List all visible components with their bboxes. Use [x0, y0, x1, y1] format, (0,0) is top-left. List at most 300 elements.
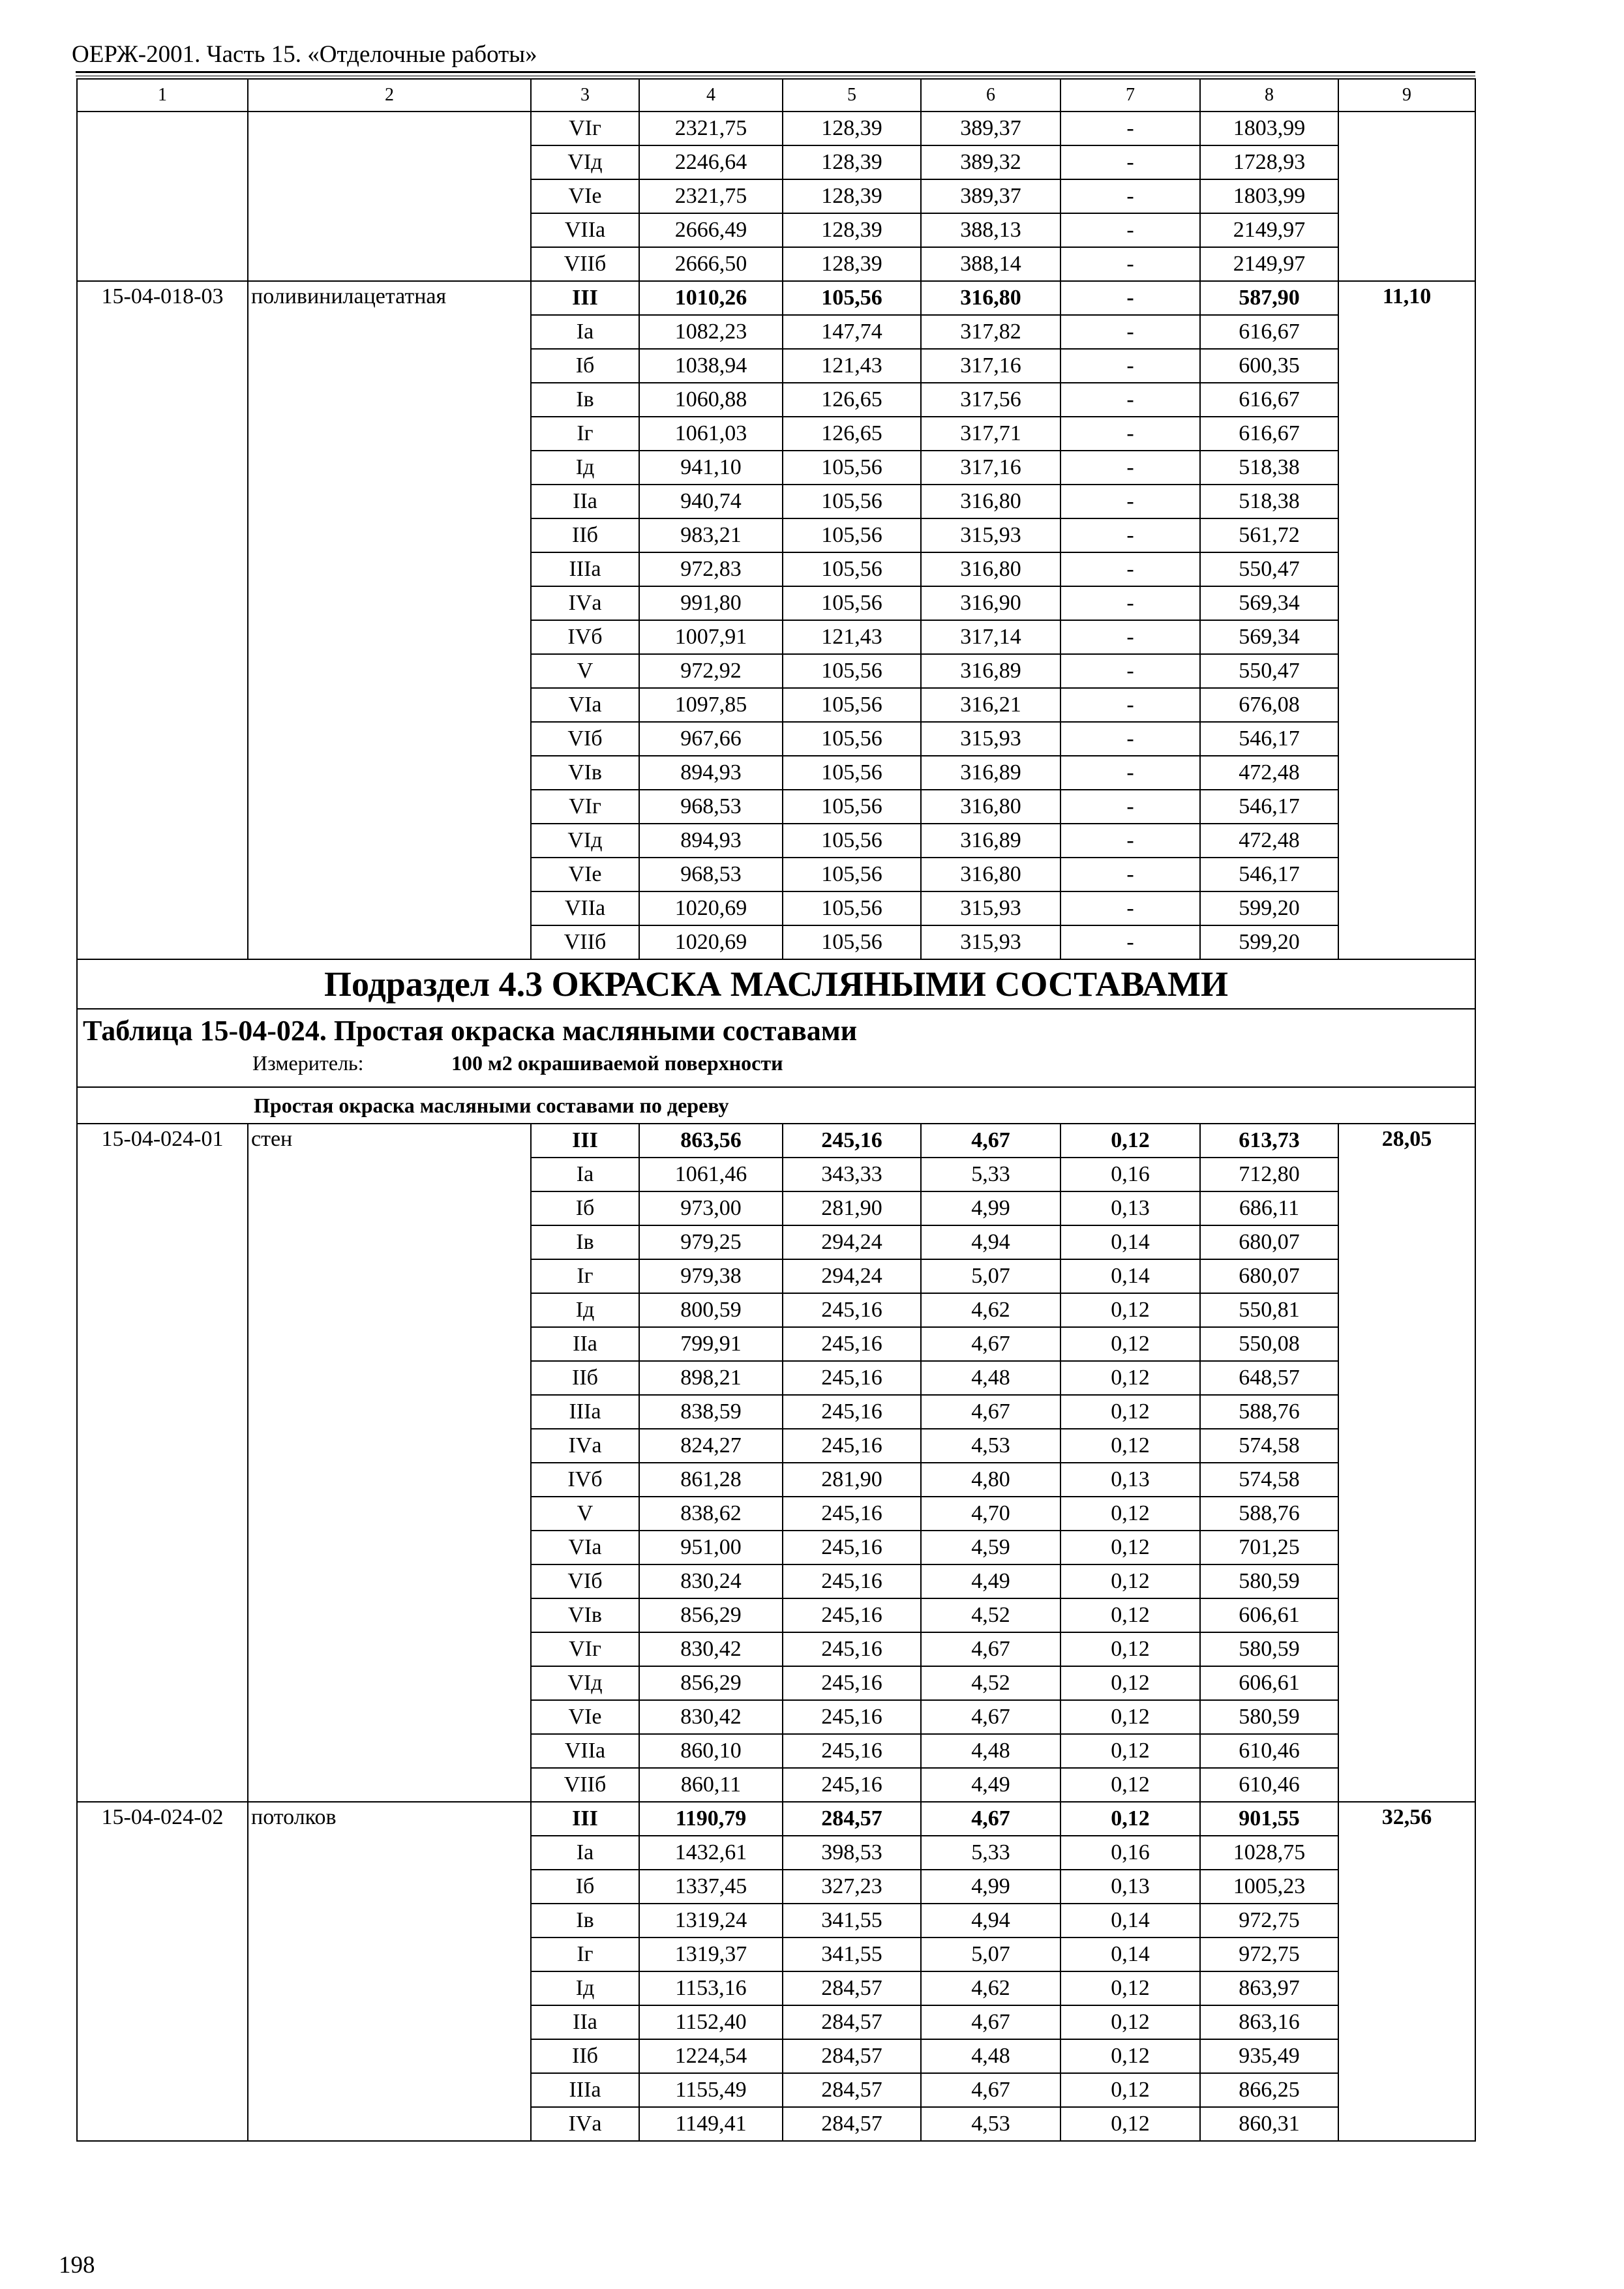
column-number: 4 — [639, 79, 783, 112]
value-cell: 105,56 — [783, 586, 921, 620]
value-cell: 284,57 — [783, 2107, 921, 2141]
work-name — [248, 112, 531, 281]
value-cell: 4,67 — [921, 2073, 1060, 2107]
table-row — [77, 1124, 1475, 1158]
value-cell: 128,39 — [783, 213, 921, 247]
value-cell: 316,89 — [921, 756, 1060, 790]
value-cell: - — [1060, 790, 1200, 824]
zone-code: VIIб — [531, 925, 639, 959]
value-cell: 0,12 — [1060, 2039, 1200, 2073]
zone-code: VIд — [531, 1666, 639, 1700]
value-cell: - — [1060, 179, 1200, 213]
work-name: потолков — [248, 1802, 531, 2141]
value-cell: 284,57 — [783, 2073, 921, 2107]
value-cell: 0,12 — [1060, 2005, 1200, 2039]
value-cell: - — [1060, 518, 1200, 552]
value-cell: 569,34 — [1200, 620, 1338, 654]
zone-code: VIа — [531, 688, 639, 722]
value-cell: 860,11 — [639, 1768, 783, 1802]
zone-code: VIIа — [531, 891, 639, 925]
value-cell: 0,14 — [1060, 1937, 1200, 1971]
value-cell: - — [1060, 756, 1200, 790]
value-cell: - — [1060, 281, 1200, 315]
value-cell: 856,29 — [639, 1598, 783, 1632]
zone-code: VIг — [531, 112, 639, 145]
value-cell: 317,82 — [921, 315, 1060, 349]
value-cell: 1061,03 — [639, 417, 783, 451]
value-cell: 316,90 — [921, 586, 1060, 620]
value-cell: 1803,99 — [1200, 179, 1338, 213]
value-cell: 2666,49 — [639, 213, 783, 247]
value-cell: 1038,94 — [639, 349, 783, 383]
labor-cost: 28,05 — [1338, 1124, 1475, 1802]
subheading-row — [77, 1087, 1475, 1124]
value-cell: 550,47 — [1200, 654, 1338, 688]
zone-code: Iб — [531, 349, 639, 383]
zone-code: III — [531, 1124, 639, 1158]
value-cell: 701,25 — [1200, 1531, 1338, 1564]
value-cell: 128,39 — [783, 179, 921, 213]
value-cell: - — [1060, 552, 1200, 586]
value-cell: 5,33 — [921, 1158, 1060, 1191]
value-cell: 105,56 — [783, 722, 921, 756]
value-cell: 245,16 — [783, 1768, 921, 1802]
value-cell: 2246,64 — [639, 145, 783, 179]
labor-cost: 32,56 — [1338, 1802, 1475, 2141]
price-table — [76, 78, 1476, 2142]
value-cell: 245,16 — [783, 1395, 921, 1429]
value-cell: 281,90 — [783, 1463, 921, 1497]
zone-code: IIб — [531, 2039, 639, 2073]
value-cell: 0,12 — [1060, 1700, 1200, 1734]
value-cell: 972,75 — [1200, 1904, 1338, 1937]
value-cell: 972,92 — [639, 654, 783, 688]
value-cell: 0,12 — [1060, 1768, 1200, 1802]
zone-code: Iв — [531, 383, 639, 417]
value-cell: 518,38 — [1200, 451, 1338, 485]
zone-code: IIIа — [531, 552, 639, 586]
value-cell: 0,12 — [1060, 1666, 1200, 1700]
zone-code: VIIб — [531, 1768, 639, 1802]
value-cell: 245,16 — [783, 1564, 921, 1598]
value-cell: 967,66 — [639, 722, 783, 756]
value-cell: 550,08 — [1200, 1327, 1338, 1361]
rate-code: 15-04-018-03 — [77, 281, 248, 959]
value-cell: 245,16 — [783, 1632, 921, 1666]
value-cell: 0,12 — [1060, 1429, 1200, 1463]
zone-code: Iа — [531, 1836, 639, 1870]
value-cell: 4,52 — [921, 1598, 1060, 1632]
table-title: Таблица 15-04-024. Простая окраска масляными составами — [83, 1015, 858, 1047]
labor-cost: 11,10 — [1338, 281, 1475, 959]
value-cell: 1152,40 — [639, 2005, 783, 2039]
value-cell: 968,53 — [639, 790, 783, 824]
value-cell: 616,67 — [1200, 417, 1338, 451]
value-cell: 2321,75 — [639, 179, 783, 213]
zone-code: Iд — [531, 451, 639, 485]
value-cell: 1190,79 — [639, 1802, 783, 1836]
value-cell: 105,56 — [783, 858, 921, 891]
table-row — [77, 1802, 1475, 1836]
value-cell: 606,61 — [1200, 1598, 1338, 1632]
value-cell: 680,07 — [1200, 1225, 1338, 1259]
value-cell: 1224,54 — [639, 2039, 783, 2073]
table-row — [77, 281, 1475, 315]
zone-code: IVа — [531, 2107, 639, 2141]
value-cell: 0,13 — [1060, 1463, 1200, 1497]
value-cell: 588,76 — [1200, 1497, 1338, 1531]
value-cell: 546,17 — [1200, 790, 1338, 824]
column-number: 6 — [921, 79, 1060, 112]
value-cell: 121,43 — [783, 349, 921, 383]
value-cell: - — [1060, 451, 1200, 485]
zone-code: VIб — [531, 722, 639, 756]
value-cell: - — [1060, 620, 1200, 654]
value-cell: 800,59 — [639, 1293, 783, 1327]
value-cell: 0,12 — [1060, 1564, 1200, 1598]
value-cell: 830,42 — [639, 1632, 783, 1666]
zone-code: VIIа — [531, 1734, 639, 1768]
column-number: 1 — [77, 79, 248, 112]
value-cell: 1060,88 — [639, 383, 783, 417]
value-cell: 105,56 — [783, 688, 921, 722]
zone-code: IIа — [531, 1327, 639, 1361]
value-cell: 2321,75 — [639, 112, 783, 145]
value-cell: 1728,93 — [1200, 145, 1338, 179]
value-cell: 5,07 — [921, 1937, 1060, 1971]
zone-code: IVб — [531, 620, 639, 654]
value-cell: 0,12 — [1060, 1395, 1200, 1429]
value-cell: 317,16 — [921, 451, 1060, 485]
zone-code: IVа — [531, 586, 639, 620]
value-cell: 4,67 — [921, 1632, 1060, 1666]
value-cell: 0,12 — [1060, 1327, 1200, 1361]
value-cell: 472,48 — [1200, 824, 1338, 858]
value-cell: 824,27 — [639, 1429, 783, 1463]
value-cell: 0,12 — [1060, 1293, 1200, 1327]
rate-code: 15-04-024-01 — [77, 1124, 248, 1802]
value-cell: 388,13 — [921, 213, 1060, 247]
value-cell: 0,13 — [1060, 1191, 1200, 1225]
zone-code: VIIб — [531, 247, 639, 281]
value-cell: 1020,69 — [639, 925, 783, 959]
value-cell: 518,38 — [1200, 485, 1338, 518]
column-number: 7 — [1060, 79, 1200, 112]
value-cell: 4,49 — [921, 1564, 1060, 1598]
zone-code: VIв — [531, 756, 639, 790]
value-cell: 105,56 — [783, 654, 921, 688]
value-cell: 0,14 — [1060, 1225, 1200, 1259]
zone-code: IIIа — [531, 1395, 639, 1429]
value-cell: 1082,23 — [639, 315, 783, 349]
value-cell: 1155,49 — [639, 2073, 783, 2107]
value-cell: - — [1060, 586, 1200, 620]
value-cell: 4,62 — [921, 1971, 1060, 2005]
value-cell: 0,12 — [1060, 1531, 1200, 1564]
zone-code: VIб — [531, 1564, 639, 1598]
work-name: стен — [248, 1124, 531, 1802]
value-cell: 4,52 — [921, 1666, 1060, 1700]
value-cell: 830,42 — [639, 1700, 783, 1734]
value-cell: - — [1060, 213, 1200, 247]
value-cell: 105,56 — [783, 891, 921, 925]
value-cell: 613,73 — [1200, 1124, 1338, 1158]
value-cell: 546,17 — [1200, 858, 1338, 891]
value-cell: 105,56 — [783, 925, 921, 959]
section-title: Подраздел 4.3 ОКРАСКА МАСЛЯНЫМИ СОСТАВАМИ — [77, 959, 1475, 1009]
value-cell: 0,12 — [1060, 1802, 1200, 1836]
value-cell: 0,14 — [1060, 1904, 1200, 1937]
value-cell: 343,33 — [783, 1158, 921, 1191]
value-cell: 316,21 — [921, 688, 1060, 722]
value-cell: 898,21 — [639, 1361, 783, 1395]
value-cell: 968,53 — [639, 858, 783, 891]
value-cell: 973,00 — [639, 1191, 783, 1225]
column-number: 9 — [1338, 79, 1475, 112]
zone-code: VIIа — [531, 213, 639, 247]
value-cell: 1020,69 — [639, 891, 783, 925]
value-cell: 317,14 — [921, 620, 1060, 654]
zone-code: IIб — [531, 1361, 639, 1395]
value-cell: 991,80 — [639, 586, 783, 620]
value-cell: 0,12 — [1060, 1497, 1200, 1531]
zone-code: Iв — [531, 1904, 639, 1937]
value-cell: 388,14 — [921, 247, 1060, 281]
value-cell: 1028,75 — [1200, 1836, 1338, 1870]
meter-value: 100 м2 окрашиваемой поверхности — [451, 1051, 783, 1075]
zone-code: III — [531, 281, 639, 315]
zone-code: Iв — [531, 1225, 639, 1259]
value-cell: 105,56 — [783, 824, 921, 858]
column-number: 2 — [248, 79, 531, 112]
value-cell: 550,47 — [1200, 552, 1338, 586]
value-cell: 4,67 — [921, 1395, 1060, 1429]
value-cell: 0,12 — [1060, 1124, 1200, 1158]
zone-code: III — [531, 1802, 639, 1836]
value-cell: - — [1060, 315, 1200, 349]
value-cell: 316,89 — [921, 824, 1060, 858]
value-cell: 1803,99 — [1200, 112, 1338, 145]
value-cell: 863,56 — [639, 1124, 783, 1158]
table-title-row — [77, 1009, 1475, 1087]
value-cell: 4,53 — [921, 1429, 1060, 1463]
zone-code: IIб — [531, 518, 639, 552]
value-cell: 940,74 — [639, 485, 783, 518]
subheading: Простая окраска масляными составами по дереву — [77, 1087, 1475, 1124]
value-cell: 894,93 — [639, 756, 783, 790]
value-cell: 317,16 — [921, 349, 1060, 383]
value-cell: 860,31 — [1200, 2107, 1338, 2141]
value-cell: 838,59 — [639, 1395, 783, 1429]
value-cell: 712,80 — [1200, 1158, 1338, 1191]
value-cell: 616,67 — [1200, 315, 1338, 349]
zone-code: IIIа — [531, 2073, 639, 2107]
value-cell: 245,16 — [783, 1666, 921, 1700]
value-cell: 294,24 — [783, 1225, 921, 1259]
value-cell: 983,21 — [639, 518, 783, 552]
value-cell: 317,71 — [921, 417, 1060, 451]
column-number: 3 — [531, 79, 639, 112]
value-cell: 680,07 — [1200, 1259, 1338, 1293]
value-cell: 686,11 — [1200, 1191, 1338, 1225]
value-cell: 317,56 — [921, 383, 1060, 417]
value-cell: 126,65 — [783, 383, 921, 417]
work-name: поливинилацетатная — [248, 281, 531, 959]
value-cell: 863,97 — [1200, 1971, 1338, 2005]
value-cell: 5,07 — [921, 1259, 1060, 1293]
value-cell: 4,94 — [921, 1904, 1060, 1937]
zone-code: IIа — [531, 485, 639, 518]
value-cell: 105,56 — [783, 552, 921, 586]
value-cell: - — [1060, 485, 1200, 518]
value-cell: 389,37 — [921, 179, 1060, 213]
value-cell: 472,48 — [1200, 756, 1338, 790]
value-cell: 341,55 — [783, 1904, 921, 1937]
value-cell: 341,55 — [783, 1937, 921, 1971]
rate-code — [77, 112, 248, 281]
rate-code: 15-04-024-02 — [77, 1802, 248, 2141]
zone-code: V — [531, 1497, 639, 1531]
value-cell: 389,32 — [921, 145, 1060, 179]
value-cell: 600,35 — [1200, 349, 1338, 383]
value-cell: 4,67 — [921, 1700, 1060, 1734]
value-cell: 389,37 — [921, 112, 1060, 145]
value-cell: 0,12 — [1060, 1598, 1200, 1632]
value-cell: 245,16 — [783, 1734, 921, 1768]
value-cell: 979,25 — [639, 1225, 783, 1259]
value-cell: 4,67 — [921, 1124, 1060, 1158]
value-cell: 315,93 — [921, 891, 1060, 925]
value-cell: 121,43 — [783, 620, 921, 654]
value-cell: 546,17 — [1200, 722, 1338, 756]
value-cell: 4,94 — [921, 1225, 1060, 1259]
zone-code: V — [531, 654, 639, 688]
value-cell: 838,62 — [639, 1497, 783, 1531]
value-cell: 1061,46 — [639, 1158, 783, 1191]
value-cell: 569,34 — [1200, 586, 1338, 620]
zone-code: VIд — [531, 145, 639, 179]
value-cell: 0,16 — [1060, 1836, 1200, 1870]
value-cell: 863,16 — [1200, 2005, 1338, 2039]
value-cell: 2666,50 — [639, 247, 783, 281]
value-cell: 284,57 — [783, 1802, 921, 1836]
value-cell: 580,59 — [1200, 1700, 1338, 1734]
value-cell: 972,83 — [639, 552, 783, 586]
header-rule — [76, 71, 1475, 73]
value-cell: - — [1060, 824, 1200, 858]
value-cell: 587,90 — [1200, 281, 1338, 315]
zone-code: IIа — [531, 2005, 639, 2039]
value-cell: 245,16 — [783, 1429, 921, 1463]
value-cell: 316,80 — [921, 790, 1060, 824]
value-cell: 1010,26 — [639, 281, 783, 315]
value-cell: 599,20 — [1200, 891, 1338, 925]
value-cell: - — [1060, 383, 1200, 417]
value-cell: 105,56 — [783, 485, 921, 518]
value-cell: 105,56 — [783, 756, 921, 790]
value-cell: 676,08 — [1200, 688, 1338, 722]
column-number: 5 — [783, 79, 921, 112]
value-cell: 901,55 — [1200, 1802, 1338, 1836]
value-cell: 4,53 — [921, 2107, 1060, 2141]
value-cell: 935,49 — [1200, 2039, 1338, 2073]
zone-code: Iб — [531, 1870, 639, 1904]
value-cell: 126,65 — [783, 417, 921, 451]
zone-code: VIе — [531, 179, 639, 213]
zone-code: VIг — [531, 1632, 639, 1666]
value-cell: - — [1060, 247, 1200, 281]
value-cell: 1005,23 — [1200, 1870, 1338, 1904]
value-cell: - — [1060, 654, 1200, 688]
value-cell: 866,25 — [1200, 2073, 1338, 2107]
document-header: ОЕРЖ-2001. Часть 15. «Отделочные работы» — [72, 41, 537, 68]
value-cell: 550,81 — [1200, 1293, 1338, 1327]
value-cell: 4,59 — [921, 1531, 1060, 1564]
value-cell: 316,80 — [921, 552, 1060, 586]
column-number-row — [77, 79, 1475, 112]
value-cell: 580,59 — [1200, 1632, 1338, 1666]
zone-code: Iг — [531, 1259, 639, 1293]
page-number: 198 — [59, 2252, 95, 2279]
zone-code: VIа — [531, 1531, 639, 1564]
value-cell: 284,57 — [783, 2005, 921, 2039]
value-cell: 2149,97 — [1200, 247, 1338, 281]
zone-code: Iб — [531, 1191, 639, 1225]
value-cell: 4,70 — [921, 1497, 1060, 1531]
value-cell: 245,16 — [783, 1531, 921, 1564]
value-cell: 561,72 — [1200, 518, 1338, 552]
value-cell: 315,93 — [921, 722, 1060, 756]
value-cell: 610,46 — [1200, 1734, 1338, 1768]
value-cell: - — [1060, 417, 1200, 451]
value-cell: 830,24 — [639, 1564, 783, 1598]
value-cell: 0,12 — [1060, 1971, 1200, 2005]
zone-code: VIг — [531, 790, 639, 824]
value-cell: 245,16 — [783, 1293, 921, 1327]
value-cell: 0,16 — [1060, 1158, 1200, 1191]
value-cell: 588,76 — [1200, 1395, 1338, 1429]
value-cell: - — [1060, 112, 1200, 145]
value-cell: - — [1060, 858, 1200, 891]
value-cell: 0,14 — [1060, 1259, 1200, 1293]
value-cell: - — [1060, 145, 1200, 179]
value-cell: 316,89 — [921, 654, 1060, 688]
value-cell: 315,93 — [921, 925, 1060, 959]
value-cell: 316,80 — [921, 858, 1060, 891]
meter-line — [83, 1049, 1475, 1077]
value-cell: 281,90 — [783, 1191, 921, 1225]
value-cell: 0,12 — [1060, 2073, 1200, 2107]
value-cell: 799,91 — [639, 1327, 783, 1361]
value-cell: - — [1060, 891, 1200, 925]
zone-code: Iд — [531, 1293, 639, 1327]
value-cell: 1097,85 — [639, 688, 783, 722]
zone-code: VIд — [531, 824, 639, 858]
value-cell: 128,39 — [783, 112, 921, 145]
value-cell: 105,56 — [783, 281, 921, 315]
value-cell: 284,57 — [783, 1971, 921, 2005]
meter-label: Измеритель: — [252, 1051, 364, 1075]
column-number: 8 — [1200, 79, 1338, 112]
value-cell: 610,46 — [1200, 1768, 1338, 1802]
value-cell: 294,24 — [783, 1259, 921, 1293]
value-cell: 327,23 — [783, 1870, 921, 1904]
value-cell: 4,48 — [921, 1361, 1060, 1395]
value-cell: 861,28 — [639, 1463, 783, 1497]
value-cell: 4,67 — [921, 1802, 1060, 1836]
value-cell: 316,80 — [921, 485, 1060, 518]
value-cell: 4,48 — [921, 1734, 1060, 1768]
